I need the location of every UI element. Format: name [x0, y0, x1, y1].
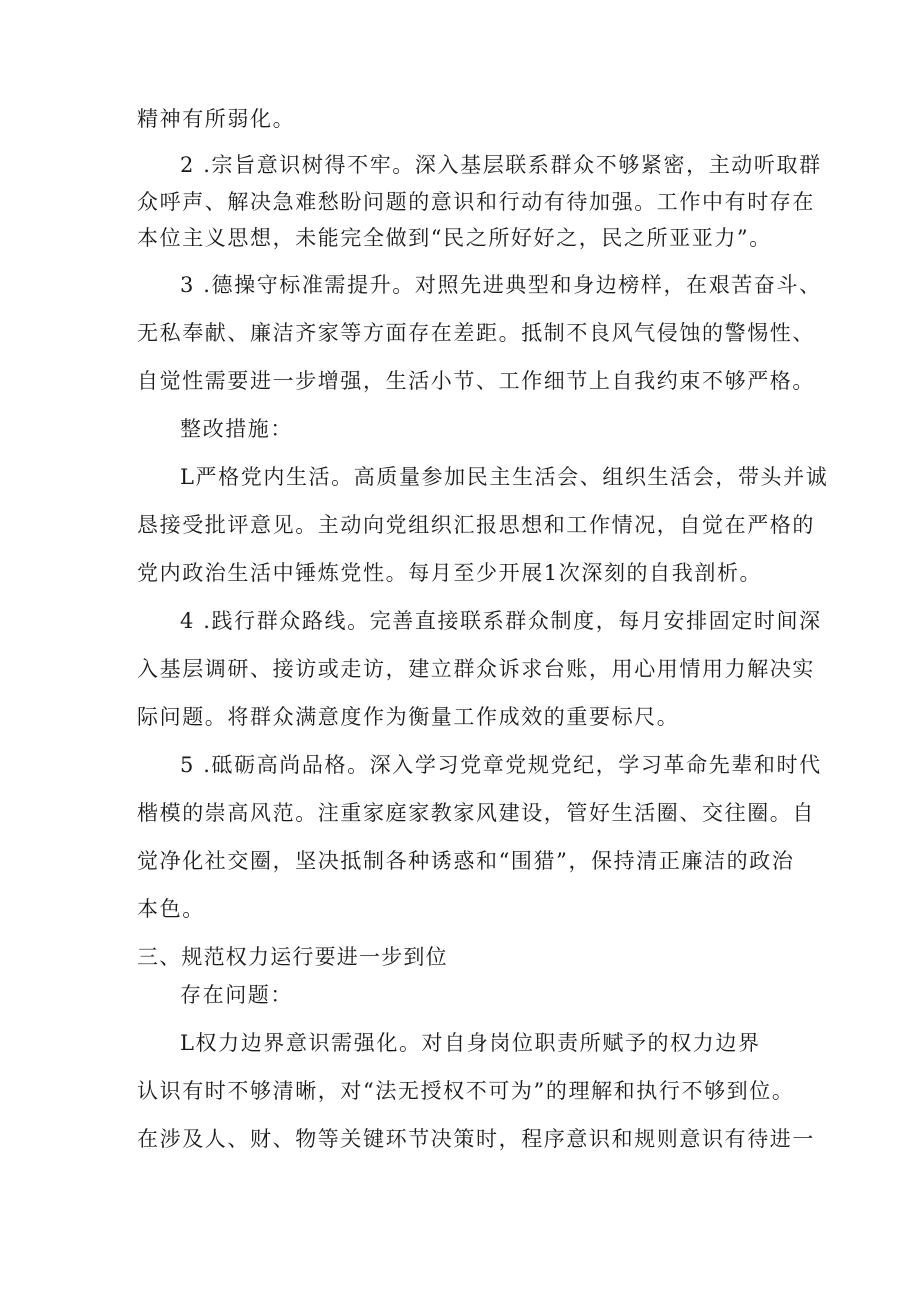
text-line: 楷模的崇高风范。注重家庭家教家风建设，管好生活圈、交往圈。自 — [137, 801, 815, 825]
text-line: 众呼声、解决急难愁盼问题的意识和行动有待加强。工作中有时存在 — [137, 190, 815, 214]
text-line: 4 .践行群众路线。完善直接联系群众制度，每月安排固定时间深 — [180, 609, 822, 633]
text-line: 本色。 — [137, 897, 205, 921]
text-line: 自觉性需要进一步增强，生活小节、工作细节上自我约束不够严格。 — [137, 369, 815, 393]
text-line: L严格党内生活。高质量参加民主生活会、组织生活会，带头并诚 — [180, 465, 829, 489]
section-subheading: 整改措施： — [180, 417, 293, 441]
text-line: 际问题。将群众满意度作为衡量工作成效的重要标尺。 — [137, 705, 680, 729]
text-line: 认识有时不够清晰，对“法无授权不可为”的理解和执行不够到位。 — [137, 1079, 795, 1103]
text-line: 在涉及人、财、物等关键环节决策时，程序意识和规则意识有待进一 — [137, 1127, 815, 1151]
section-heading: 三、规范权力运行要进一步到位 — [137, 945, 448, 969]
text-line: 入基层调研、接访或走访，建立群众诉求台账，用心用情用力解决实 — [137, 657, 815, 681]
text-line: 2 .宗旨意识树得不牢。深入基层联系群众不够紧密，主动听取群 — [180, 153, 822, 177]
text-line: 5 .砥砺高尚品格。深入学习党章党规党纪，学习革命先辈和时代 — [180, 753, 822, 777]
section-subheading: 存在问题： — [180, 983, 293, 1007]
text-line: 3 .德操守标准需提升。对照先进典型和身边榜样，在艰苦奋斗、 — [180, 273, 822, 297]
text-line: 党内政治生活中锤炼党性。每月至少开展1次深刻的自我剖析。 — [137, 561, 763, 585]
text-line: 觉净化社交圈，坚决抵制各种诱惑和“围猎”，保持清正廉洁的政治 — [137, 849, 795, 873]
text-line: 恳接受批评意见。主动向党组织汇报思想和工作情况，自觉在严格的 — [137, 513, 815, 537]
text-line: 无私奉献、廉洁齐家等方面存在差距。抵制不良风气侵蚀的警惕性、 — [137, 321, 815, 345]
text-line: 精神有所弱化。 — [137, 107, 296, 131]
text-line: L权力边界意识需强化。对自身岗位职责所赋予的权力边界 — [180, 1031, 761, 1055]
text-line: 本位主义思想，未能完全做到“民之所好好之，民之所亚亚力”。 — [137, 226, 772, 250]
